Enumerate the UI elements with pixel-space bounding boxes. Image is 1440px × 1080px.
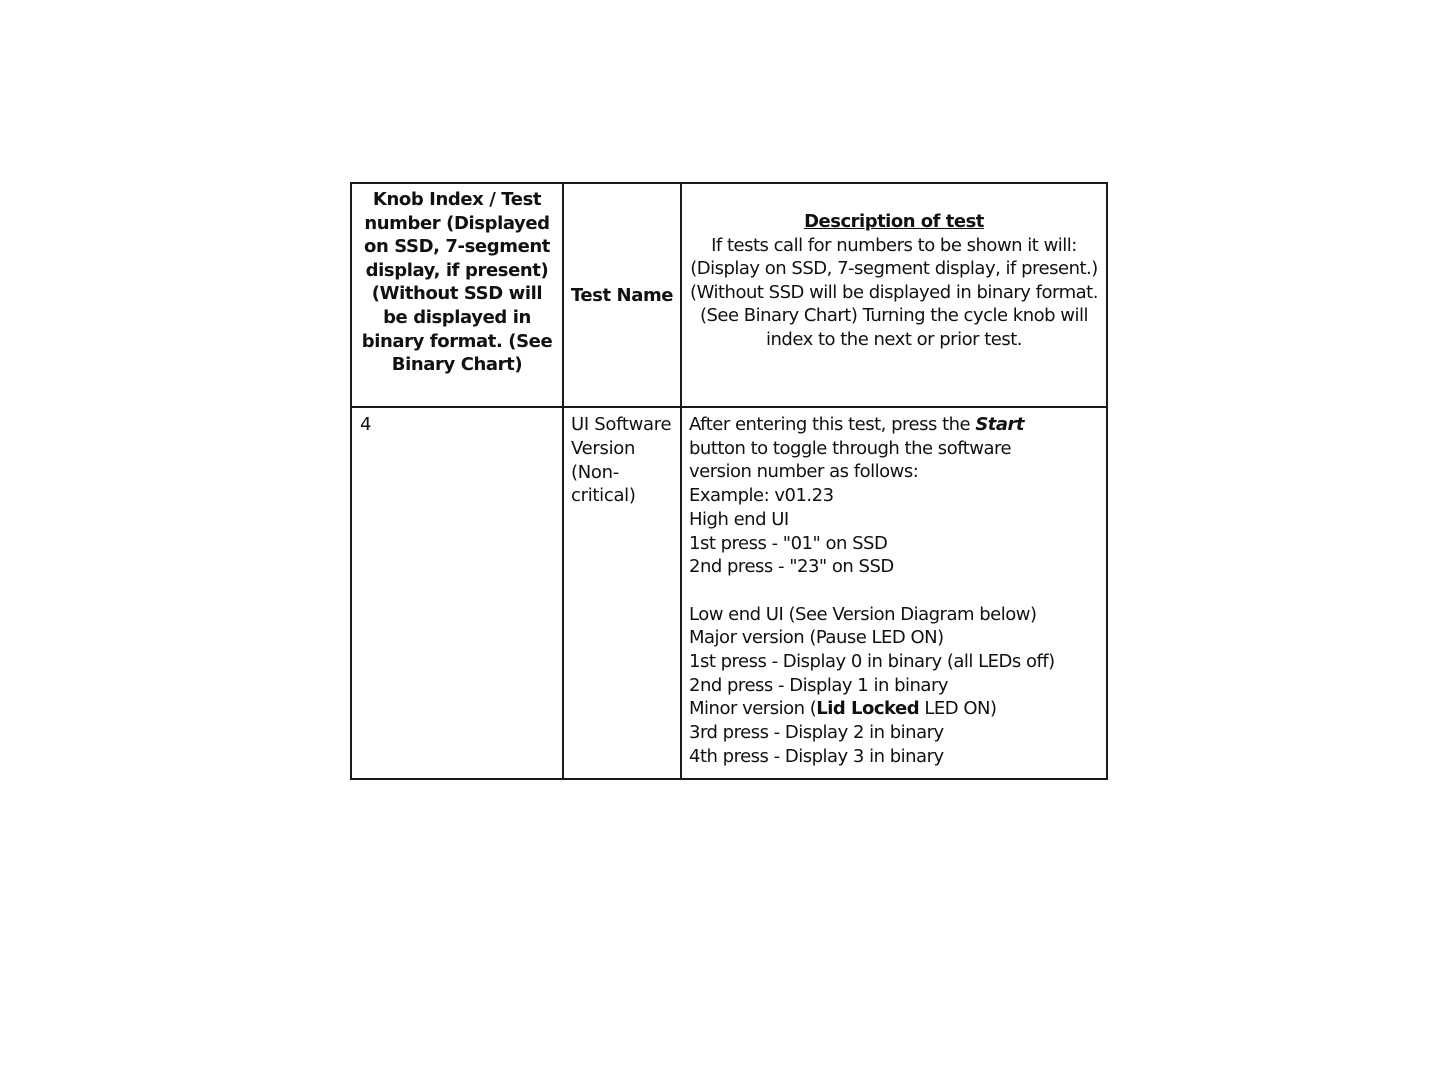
- lid-locked-ref: Lid Locked: [816, 698, 920, 720]
- header-row: [351, 183, 1107, 407]
- header-test-name: Test Name: [563, 183, 681, 407]
- desc-line: High end UI: [689, 508, 789, 530]
- desc-line: button to toggle through the software: [689, 437, 1012, 459]
- desc-line: 3rd press - Display 2 in binary: [689, 722, 944, 744]
- cell-test-name: UI Software Version (Non-critical): [563, 407, 681, 779]
- cell-description: [681, 407, 1107, 779]
- desc-line: Example: v01.23: [689, 485, 834, 507]
- desc-line: 2nd press - "23" on SSD: [689, 556, 894, 578]
- description-body: If tests call for numbers to be shown it will: (Display on SSD, 7-segment display, if present.) (Without SSD will be displayed in binary format. (See Binary Chart) Turning the cycle knob will index to the next or prior test.: [690, 234, 1098, 350]
- desc-line: After entering this test, press the Start: [689, 414, 1025, 435]
- description-title: Description of test: [804, 211, 984, 232]
- desc-line: Minor version (Lid Locked LED ON): [689, 698, 997, 720]
- header-knob-index: Knob Index / Test number (Displayed on SSD, 7-segment display, if present) (Without SSD will be displayed in binary format. (See Binary Chart): [351, 183, 563, 407]
- cell-knob-index: 4: [351, 407, 563, 779]
- desc-line: Low end UI (See Version Diagram below): [689, 603, 1037, 625]
- desc-line: 4th press - Display 3 in binary: [689, 745, 944, 767]
- desc-line: 1st press - "01" on SSD: [689, 532, 888, 554]
- start-button-ref: Start: [975, 414, 1025, 435]
- desc-line: 1st press - Display 0 in binary (all LEDs off): [689, 651, 1055, 673]
- desc-line: version number as follows:: [689, 461, 919, 483]
- test-table: [350, 182, 1108, 780]
- desc-line: 2nd press - Display 1 in binary: [689, 674, 948, 696]
- desc-line: Major version (Pause LED ON): [689, 627, 944, 649]
- header-description: [681, 183, 1107, 407]
- desc-blank-line: [689, 579, 1100, 603]
- table-row: [351, 407, 1107, 779]
